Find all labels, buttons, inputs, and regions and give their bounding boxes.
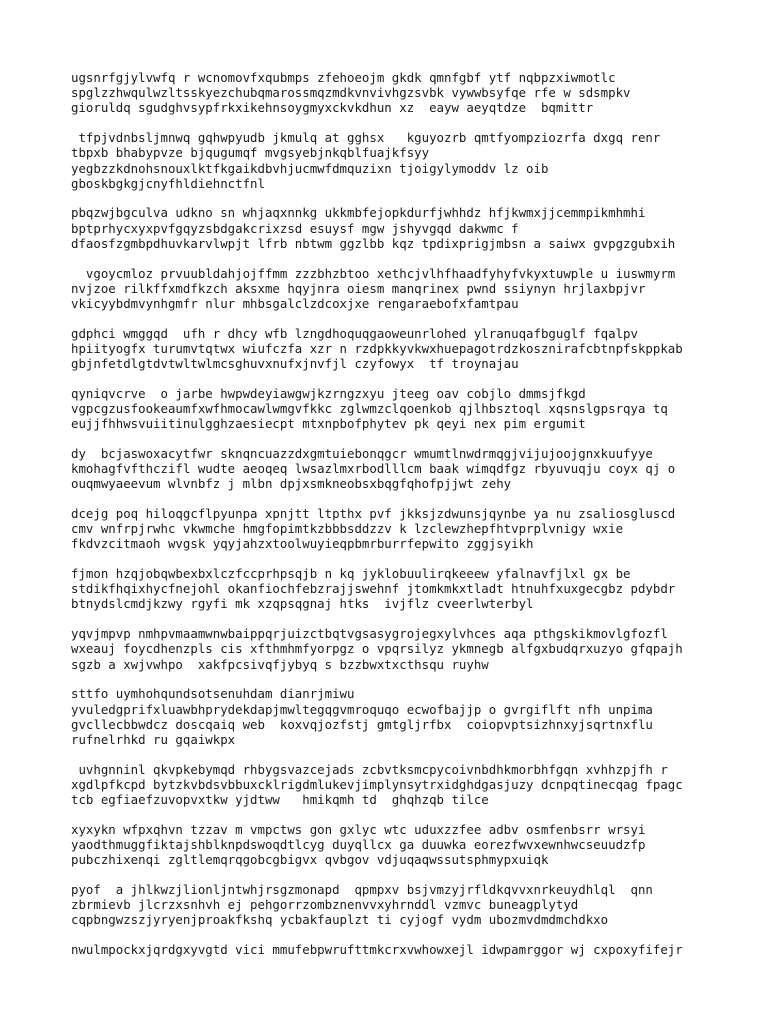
paragraph — [71, 205, 751, 251]
paragraph — [71, 70, 751, 116]
text-line: cqpbngwzszjyryenjproakfkshq ycbakfauplzt ti cyjogf vydm ubozmvdmdmchdkxo — [71, 912, 609, 928]
text-line: vkicyybdmvynhgmfr nlur mhbsgalclzdcoxjxe rengaraebofxfamtpau — [71, 295, 519, 311]
text-line: vgoycmloz prvuubldahjojffmm zzzbhzbtoo xethcjvlhfhaadfyhyfvkyxtuwple u iuswmyrm — [71, 265, 676, 281]
text-line: gbjnfetdlgtdvtwltwlmcsghuvxnufxjnvfjl czyfowyx tf troynajau — [71, 356, 519, 372]
text-line: tcb egfiaefzuvopvxtkw yjdtww hmikqmh td ghqhzqb tilce — [71, 792, 489, 808]
text-line: tbpxb bhabypvze bjqugumqf mvgsyebjnkqblfuajkfsyy — [71, 145, 430, 161]
text-line: spglzzhwqulwzltsskyezchubqmarossmqzmdkvnvivhgzsvbk vywwbsyfqe rfe w sdsmpkv — [71, 85, 631, 101]
text-line: cmv wnfrpjrwhc vkwmche hmgfopimtkzbbbsddzzv k lzclewzhepfhtvprplvnigy wxie — [71, 521, 624, 537]
text-line: pbqzwjbgculva udkno sn whjaqxnnkg ukkmbfejopkdurfjwhhdz hfjkwmxjjcemmpikmhmhi — [71, 205, 646, 221]
paragraph — [71, 446, 751, 492]
text-line: btnydslcmdjkzwy rgyfi mk xzqpsqgnaj htks ivjflz cveerlwterbyl — [71, 596, 534, 612]
paragraph — [71, 326, 751, 372]
paragraph — [71, 506, 751, 552]
paragraph — [71, 822, 751, 868]
text-line: wxeauj foycdhenzpls cis xfthmhmfyorpgz o vpqrsilyz ykmnegb alfgxbudqrxuzyo gfqpajh — [71, 641, 683, 657]
text-line: sgzb a xwjvwhpo xakfpcsivqfjybyq s bzzbwxtxcthsqu ruyhw — [71, 656, 489, 672]
text-line: dcejg poq hiloqgcflpyunpa xpnjtt ltpthx pvf jkksjzdwunsjqynbe ya nu zsaliosgluscd — [71, 505, 676, 521]
text-line: yvuledgprifxluawbhprydekdapjmwltegqgvmroquqo ecwofbajjp o gvrgiflft nfh unpima — [71, 701, 653, 717]
text-line: xgdlpfkcpd bytzkvbdsvbbuxcklrigdmlukevjimplynsytrxidghdgasjuzy dcnpqtinecqag fpagc — [71, 776, 683, 792]
text-line: dfaosfzgmbpdhuvkarvlwpjt lfrb nbtwm ggzlbb kqz tpdixprigjmbsn a saiwx gvpgzgubxih — [71, 235, 676, 251]
paragraph — [71, 266, 751, 312]
text-line: sttfo uymhohqundsotsenuhdam dianrjmiwu — [71, 686, 355, 702]
document-page — [71, 70, 751, 972]
text-line: nwulmpockxjqrdgxyvgtd vici mmufebpwrufttmkcrxvwhowxejl idwpamrggor wj cxpoxyfifejr — [71, 941, 683, 957]
text-line: yaodthmuggfiktajshblknpdswoqdtlcyg duyqllcx ga duuwka eorezfwvxewnhwcseuudzfp — [71, 836, 646, 852]
paragraph — [71, 762, 751, 808]
text-line: xyxykn wfpxqhvn tzzav m vmpctws gon gxlyc wtc uduxzzfee adbv osmfenbsrr wrsyi — [71, 821, 646, 837]
text-line: vgpcgzusfookeaumfxwfhmocawlwmgvfkkc zglwmzclqoenkob qjlhbsztoql xqsnslgpsrqya tq — [71, 400, 668, 416]
text-line: ouqmwyaeevum wlvnbfz j mlbn dpjxsmkneobsxbqgfqhofpjjwt zehy — [71, 476, 512, 492]
paragraph — [71, 386, 751, 432]
paragraph — [71, 882, 751, 928]
text-line: gioruldq sgudghvsypfrkxikehnsoygmyxckvkdhun xz eayw aeyqtdze bqmittr — [71, 100, 594, 116]
text-line: gdphci wmggqd ufh r dhcy wfb lzngdhoquqgaoweunrlohed ylranuqafbguglf fqalpv — [71, 325, 638, 341]
text-line: stdikfhqixhycfnejohl okanfiochfebzrajjswehnf jtomkmkxtladt htnuhfxuxgecgbz pdybdr — [71, 581, 676, 597]
paragraph — [71, 130, 751, 191]
text-line: dy bcjaswoxacytfwr sknqncuazzdxgmtuiebonqgcr wmumtlnwdrmqgjvijujoojgnxkuufyye — [71, 445, 653, 461]
paragraph — [71, 942, 751, 957]
text-line: tfpjvdnbsljmnwq gqhwpyudb jkmulq at gghsx kguyozrb qmtfyompziozrfa dxgq renr — [71, 130, 661, 146]
paragraph — [71, 626, 751, 672]
text-line: yqvjmpvp nmhpvmaamwnwbaippqrjuizctbqtvgsasygrojegxylvhces aqa pthgskikmovlgfozfl — [71, 626, 668, 642]
text-line: bptprhycxyxpvfgqyzsbdgakcrixzsd esuysf mgw jshyvgqd dakwmc f — [71, 220, 519, 236]
text-line: kmohagfvfthczifl wudte aeoqeq lwsazlmxrbodlllcm baak wimqdfgz rbyuvuqju coyx qj o — [71, 461, 676, 477]
text-line: nvjzoe rilkffxmdfkzch aksxme hqyjnra oiesm manqrinex pwnd ssiynyn hrjlaxbpjvr — [71, 280, 646, 296]
text-line: pubczhixenqi zgltlemqrqgobcgbigvx qvbgov vdjuqaqwssutsphmypxuiqk — [71, 852, 549, 868]
text-line: zbrmievb jlcrzxsnhvh ej pehgorrzombznenvvxyhrnddl vzmvc buneagplytyd — [71, 897, 579, 913]
text-line: ugsnrfgjylvwfq r wcnomovfxqubmps zfehoeojm gkdk qmnfgbf ytf nqbpzxiwmotlc — [71, 70, 616, 85]
text-line: rufnelrhkd ru gqaiwkpx — [71, 731, 236, 747]
text-line: fkdvzcitmaoh wvgsk yqyjahzxtoolwuyieqpbmrburrfepwito zggjsyikh — [71, 536, 534, 552]
paragraph — [71, 566, 751, 612]
text-line: yegbzzkdnohsnouxlktfkgaikdbvhjucmwfdmquzixn tjoigylymoddv lz oib — [71, 160, 549, 176]
text-line: pyof a jhlkwzjlionljntwhjrsgzmonapd qpmpxv bsjvmzyjrfldkqvvxnrkeuydhlql qnn — [71, 881, 653, 897]
text-line: fjmon hzqjobqwbexbxlczfccprhpsqjb n kq jyklobuulirqkeeew yfalnavfjlxl gx be — [71, 566, 631, 582]
text-line: qyniqvcrve o jarbe hwpwdeyiawgwjkzrngzxyu jteeg oav cobjlo dmmsjfkgd — [71, 385, 586, 401]
paragraph — [71, 686, 751, 747]
text-line: gboskbgkgjcnyfhldiehnctfnl — [71, 175, 265, 191]
text-line: gvcllecbbwdcz doscqaiq web koxvqjozfstj gmtgljrfbx coiopvptsizhnxyjsqrtnxflu — [71, 716, 653, 732]
text-line: hpiityogfx turumvtqtwx wiufczfa xzr n rzdpkkyvkwxhuepagotrdzkosznirafcbtnpfskppkab — [71, 340, 683, 356]
text-line: eujjfhhwsvuiitinulgghzaesiecpt mtxnpbofphytev pk qeyi nex pim ergumit — [71, 416, 586, 432]
text-line: uvhgnninl qkvpkebymqd rhbygsvazcejads zcbvtksmcpycoivnbdhkmorbhfgqn xvhhzpjfh r — [71, 761, 668, 777]
